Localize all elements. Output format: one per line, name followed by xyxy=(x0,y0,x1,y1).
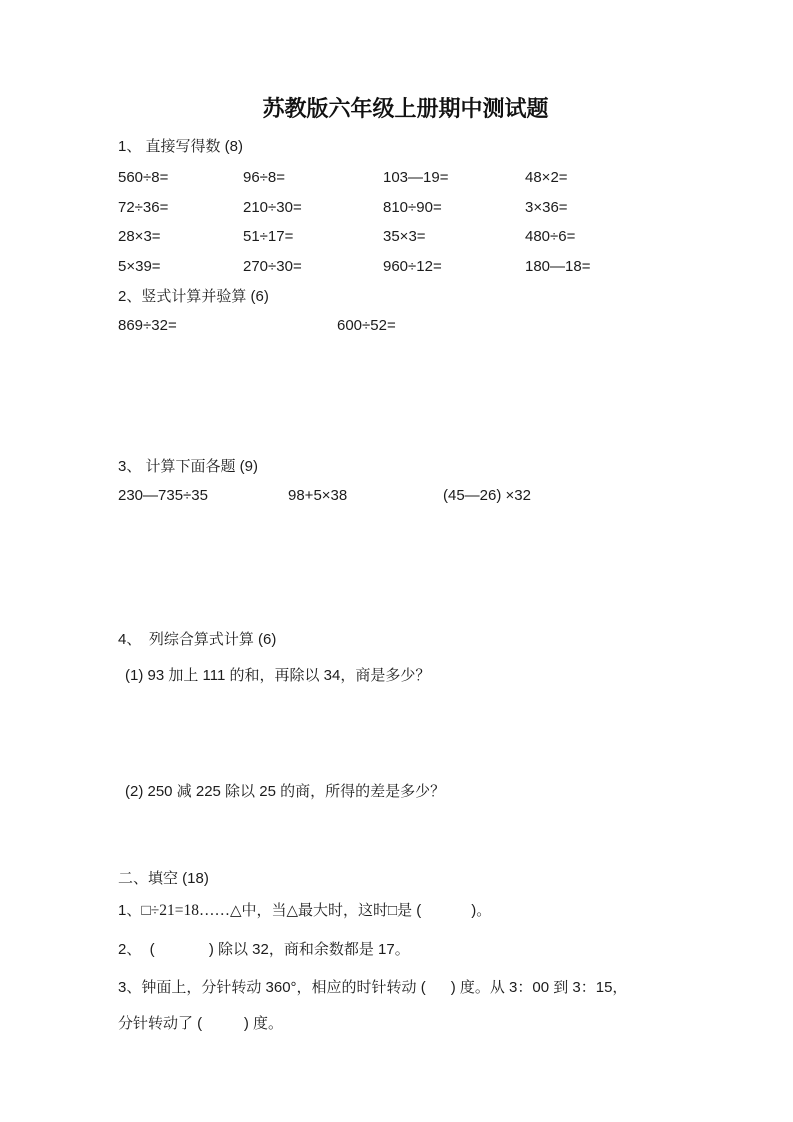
section3-problem-row xyxy=(118,485,693,506)
fill-question2: 2、 ( ) 除以 32，商和余数都是 17。 xyxy=(118,940,410,958)
fill-question3-line1: 3、钟面上，分针转动 360°，相应的时针转动 ( ) 度。从 3：00 到 3：15， xyxy=(118,978,628,996)
problem-cell: 5×39= xyxy=(118,258,161,276)
problem-cell: 48×2= xyxy=(525,169,568,186)
section4-question2: (2) 250 减 225 除以 25 的商，所得的差是多少？ xyxy=(125,782,446,800)
fill-section-header: 二、填空 (18) xyxy=(118,869,209,887)
fill-question1-equation: □÷21=18…… xyxy=(141,901,230,919)
section4-header: 4、 列综合算式计算 (6) xyxy=(118,630,277,648)
problem-cell: 98+5×38 xyxy=(288,486,348,504)
problem-cell: 210÷30= xyxy=(243,198,302,216)
problem-cell: 103—19= xyxy=(383,169,449,186)
problem-cell: 28×3= xyxy=(118,228,161,246)
fill-question1 xyxy=(118,900,693,921)
problem-cell: 560÷8= xyxy=(118,169,169,186)
problem-cell: 960÷12= xyxy=(383,258,442,276)
problem-cell: 270÷30= xyxy=(243,258,302,276)
problem-cell: 51÷17= xyxy=(243,228,294,246)
section2-problem-row xyxy=(118,315,693,336)
fill-question3-line2: 分针转动了 ( ) 度。 xyxy=(118,1014,284,1032)
page-title: 苏教版六年级上册期中测试题 xyxy=(262,96,549,121)
fill-question1-number: 1、 xyxy=(118,901,142,919)
problem-cell: 72÷36= xyxy=(118,198,169,216)
problem-cell: 480÷6= xyxy=(525,228,576,246)
section1-problem-grid xyxy=(118,167,693,286)
problem-cell: (45—26) ×32 xyxy=(443,486,531,504)
section1-header: 1、 直接写得数 (8) xyxy=(118,138,244,155)
problem-cell: 35×3= xyxy=(383,228,426,246)
problem-cell: 96÷8= xyxy=(243,169,286,186)
problem-cell: 3×36= xyxy=(525,198,568,216)
section4-question1: (1) 93 加上 111 的和，再除以 34，商是多少？ xyxy=(125,666,431,684)
problem-cell: 600÷52= xyxy=(337,316,396,334)
fill-question1-text: △中，当△最大时，这时□是 ( )。 xyxy=(229,901,492,919)
problem-cell: 180—18= xyxy=(525,258,591,276)
problem-cell: 810÷90= xyxy=(383,198,442,216)
problem-cell: 230—735÷35 xyxy=(118,486,208,504)
problem-cell: 869÷32= xyxy=(118,316,177,334)
section3-header: 3、 计算下面各题 (9) xyxy=(118,457,259,475)
section2-header: 2、竖式计算并验算 (6) xyxy=(118,287,269,305)
